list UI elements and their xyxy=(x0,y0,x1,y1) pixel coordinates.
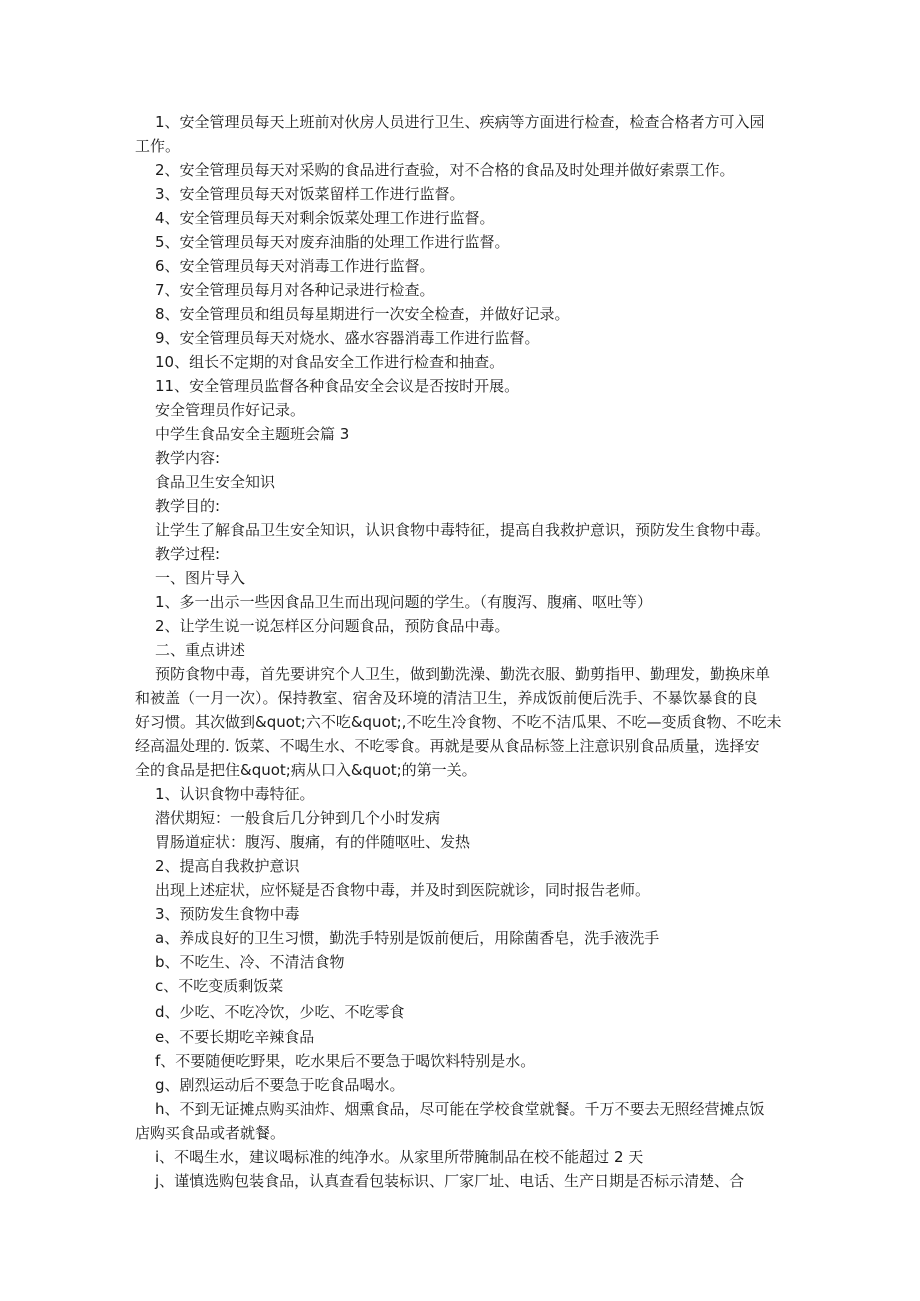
text-line: i、不喝生水，建议喝标准的纯净水。从家里所带腌制品在校不能超过 2 天 xyxy=(155,1148,644,1166)
text-line: 出现上述症状，应怀疑是否食物中毒，并及时到医院就诊，同时报告老师。 xyxy=(155,881,651,899)
text-line: 9、安全管理员每天对烧水、盛水容器消毒工作进行监督。 xyxy=(155,329,540,347)
text-line: 1、安全管理员每天上班前对伙房人员进行卫生、疾病等方面进行检查，检查合格者方可入园 xyxy=(155,113,765,131)
text-line: 教学内容: xyxy=(155,449,221,467)
text-line: 3、安全管理员每天对饭菜留样工作进行监督。 xyxy=(155,185,465,203)
text-line: 2、安全管理员每天对采购的食品进行查验，对不合格的食品及时处理并做好索票工作。 xyxy=(155,161,735,179)
text-line: f、不要随便吃野果，吃水果后不要急于喝饮料特别是水。 xyxy=(155,1052,536,1070)
text-line: 工作。 xyxy=(135,137,181,155)
text-line: 6、安全管理员每天对消毒工作进行监督。 xyxy=(155,257,435,275)
text-line: 1、多一出示一些因食品卫生而出现问题的学生。（有腹泻、腹痛、呕吐等） xyxy=(155,593,653,611)
text-line: e、不要长期吃辛辣食品 xyxy=(155,1028,315,1046)
text-line: 店购买食品或者就餐。 xyxy=(135,1124,286,1142)
text-line: 2、让学生说一说怎样区分问题食品，预防食品中毒。 xyxy=(155,617,510,635)
section-title: 中学生食品安全主题班会篇 3 xyxy=(155,425,350,443)
text-line: a、养成良好的卫生习惯，勤洗手特别是饭前便后，用除菌香皂，洗手液洗手 xyxy=(155,929,660,947)
text-line: 5、安全管理员每天对废弃油脂的处理工作进行监督。 xyxy=(155,233,510,251)
text-line: 安全管理员作好记录。 xyxy=(155,401,306,419)
text-line: 经高温处理的. 饭菜、不喝生水、不吃零食。再就是要从食品标签上注意识别食品质量，选择安 xyxy=(135,737,760,755)
text-line: 4、安全管理员每天对剩余饭菜处理工作进行监督。 xyxy=(155,209,495,227)
text-line: 一、图片导入 xyxy=(155,569,246,587)
text-line: 全的食品是把住&quot;病从口入&quot;的第一关。 xyxy=(135,761,477,779)
text-line: c、不吃变质剩饭菜 xyxy=(155,977,284,995)
text-line: 教学目的: xyxy=(155,497,221,515)
text-line: h、不到无证摊点购买油炸、烟熏食品，尽可能在学校食堂就餐。千万不要去无照经营摊点饭 xyxy=(155,1100,765,1118)
text-line: 1、认识食物中毒特征。 xyxy=(155,785,315,803)
text-line: 8、安全管理员和组员每星期进行一次安全检查，并做好记录。 xyxy=(155,305,570,323)
text-line: 11、安全管理员监督各种食品安全会议是否按时开展。 xyxy=(155,377,520,395)
text-line: 潜伏期短：一般食后几分钟到几个小时发病 xyxy=(155,809,441,827)
text-line: d、少吃、不吃冷饮，少吃、不吃零食 xyxy=(155,1003,405,1021)
text-line: 10、组长不定期的对食品安全工作进行检查和抽查。 xyxy=(155,353,505,371)
text-line: 3、预防发生食物中毒 xyxy=(155,905,300,923)
text-line: 二、重点讲述 xyxy=(155,641,246,659)
text-line: 食品卫生安全知识 xyxy=(155,473,276,491)
text-line: b、不吃生、冷、不清洁食物 xyxy=(155,953,345,971)
text-line: 好习惯。其次做到&quot;六不吃&quot;,不吃生冷食物、不吃不洁瓜果、不吃—变质食物、不吃未 xyxy=(135,713,782,731)
text-line: 教学过程: xyxy=(155,545,221,563)
text-line: g、剧烈运动后不要急于吃食品喝水。 xyxy=(155,1076,405,1094)
text-line: 让学生了解食品卫生安全知识，认识食物中毒特征，提高自我救护意识，预防发生食物中毒。 xyxy=(155,521,771,539)
text-line: 和被盖（一月一次）。保持教室、宿舍及环境的清洁卫生，养成饭前便后洗手、不暴饮暴食的良 xyxy=(135,689,758,707)
text-line: 胃肠道症状：腹泻、腹痛，有的伴随呕吐、发热 xyxy=(155,833,471,851)
text-line: j、谨慎选购包装食品，认真查看包装标识、厂家厂址、电话、生产日期是否标示清楚、合 xyxy=(155,1172,745,1190)
text-line: 2、提高自我救护意识 xyxy=(155,857,300,875)
text-line: 7、安全管理员每月对各种记录进行检查。 xyxy=(155,281,435,299)
text-line: 预防食物中毒，首先要讲究个人卫生，做到勤洗澡、勤洗衣服、勤剪指甲、勤理发，勤换床单 xyxy=(155,665,771,683)
